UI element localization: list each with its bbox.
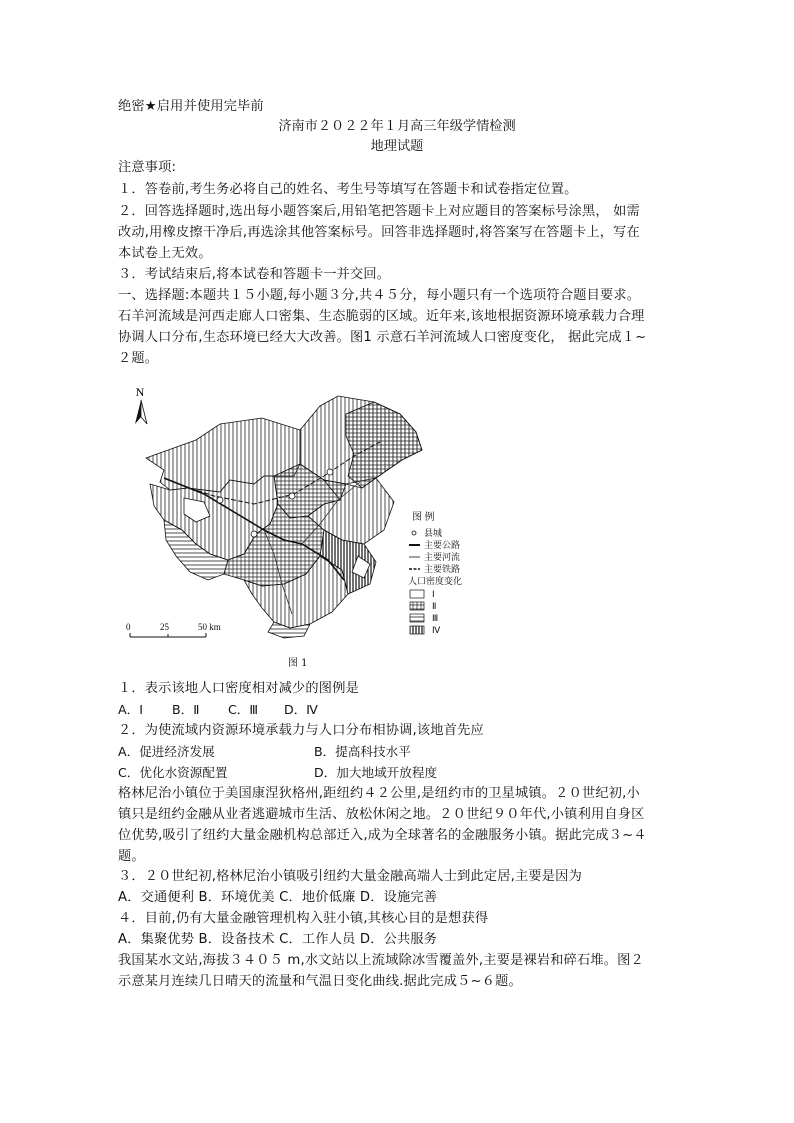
density-class-1: Ⅰ xyxy=(432,589,435,599)
legend-item-road: 主要公路 xyxy=(424,540,461,550)
q2-option-d: D．加大地域开放程度 xyxy=(314,765,438,780)
note-3: ３．考试结束后,将本试卷和答题卡一并交回。 xyxy=(118,267,391,282)
figure-1-caption: 图 1 xyxy=(288,658,308,669)
note-2-line-3: 本试卷上无效。 xyxy=(118,246,212,261)
q3-stem: ３．２０世纪初,格林尼治小镇吸引纽约大量金融高端人士到此定居,主要是因为 xyxy=(118,869,582,884)
north-arrow-icon xyxy=(135,400,147,424)
q2-option-b: B．提高科技水平 xyxy=(314,744,411,759)
north-label: N xyxy=(135,385,145,399)
passage-2-line-2: 镇只是纽约金融从业者逃避城市生活、放松休闲之地。２０世纪９０年代,小镇利用自身区 xyxy=(118,807,645,822)
q1-option-a: A．Ⅰ xyxy=(118,702,143,717)
notes-heading: 注意事项: xyxy=(118,160,177,175)
density-class-3: Ⅲ xyxy=(432,613,439,623)
scale-label-0: 0 xyxy=(126,622,131,632)
q2-option-a: A．促进经济发展 xyxy=(118,744,215,759)
q1-stem: １．表示该地人口密度相对减少的图例是 xyxy=(118,681,359,696)
scale-label-25: 25 xyxy=(160,622,169,632)
legend xyxy=(408,510,462,635)
passage-2-line-4: 题。 xyxy=(118,849,145,864)
section-1-heading: 一、选择题:本题共１５小题,每小题３分,共４５分，每小题只有一个选项符合题目要求。 xyxy=(118,288,641,303)
figure-1-map xyxy=(124,384,490,640)
density-title: 人口密度变化 xyxy=(408,576,463,586)
note-1: １．答卷前,考生务必将自己的姓名、考生号等填写在答题卡和试卷指定位置。 xyxy=(118,182,578,197)
legend-title: 图 例 xyxy=(412,512,435,523)
q4-stem: ４．目前,仍有大量金融管理机构入驻小镇,其核心目的是想获得 xyxy=(118,911,489,926)
note-2-line-1: ２．回答选择题时,选出每小题答案后,用铅笔把答题卡上对应题目的答案标号涂黑， 如需 xyxy=(118,204,640,219)
legend-item-railway: 主要铁路 xyxy=(424,564,461,574)
passage-1-line-1: 石羊河流域是河西走廊人口密集、生态脆弱的区域。近年来,该地根据资源环境承载力合理 xyxy=(118,309,645,324)
legend-item-county: 县城 xyxy=(424,528,443,538)
passage-1-line-2: 协调人口分布,生态环境已经大大改善。图1 示意石羊河流域人口密度变化， 据此完成１~ xyxy=(118,330,647,345)
passage-2-line-1: 格林尼治小镇位于美国康涅狄格州,距纽约４２公里,是纽约市的卫星城镇。２０世纪初,小 xyxy=(118,786,640,801)
passage-1-line-3: ２题。 xyxy=(118,351,159,366)
passage-2-line-3: 位优势,吸引了纽约大量金融机构总部迁入,成为全球著名的金融服务小镇。据此完成３~４ xyxy=(118,828,647,843)
q1-option-d: D．Ⅳ xyxy=(284,702,318,717)
secret-label: 绝密★启用并使用完毕前 xyxy=(118,99,264,114)
passage-3-line-2: 示意某月连续几日晴天的流量和气温日变化曲线.据此完成５~６题。 xyxy=(118,974,522,989)
q4-options: A．集聚优势 B．设备技术 C．工作人员 D．公共服务 xyxy=(118,932,438,947)
scale-bar xyxy=(126,622,221,637)
subject-title: 地理试题 xyxy=(370,139,424,154)
density-class-4: Ⅳ xyxy=(432,625,441,635)
q1-option-c: C．Ⅲ xyxy=(228,702,259,717)
passage-3-line-1: 我国某水文站,海拔３４０５ m,水文站以上流域除冰雪覆盖外,主要是裸岩和碎石堆。图２ xyxy=(118,953,644,968)
q3-options: A．交通便利 B．环境优美 C．地价低廉 D．设施完善 xyxy=(118,890,438,905)
density-class-2: Ⅱ xyxy=(432,601,437,611)
note-2-line-2: 改动,用橡皮擦干净后,再选涂其他答案标号。回答非选择题时,将答案写在答题卡上，写在 xyxy=(118,225,640,240)
exam-title: 济南市２０２２年１月高三年级学情检测 xyxy=(278,119,516,134)
legend-item-river: 主要河流 xyxy=(424,552,461,562)
map-regions xyxy=(146,396,422,638)
scale-label-50: 50 km xyxy=(198,622,221,632)
q2-stem: ２．为使流域内资源环境承载力与人口分布相协调,该地首先应 xyxy=(118,723,484,738)
q1-option-b: B．Ⅱ xyxy=(172,702,200,717)
q2-option-c: C．优化水资源配置 xyxy=(118,765,228,780)
